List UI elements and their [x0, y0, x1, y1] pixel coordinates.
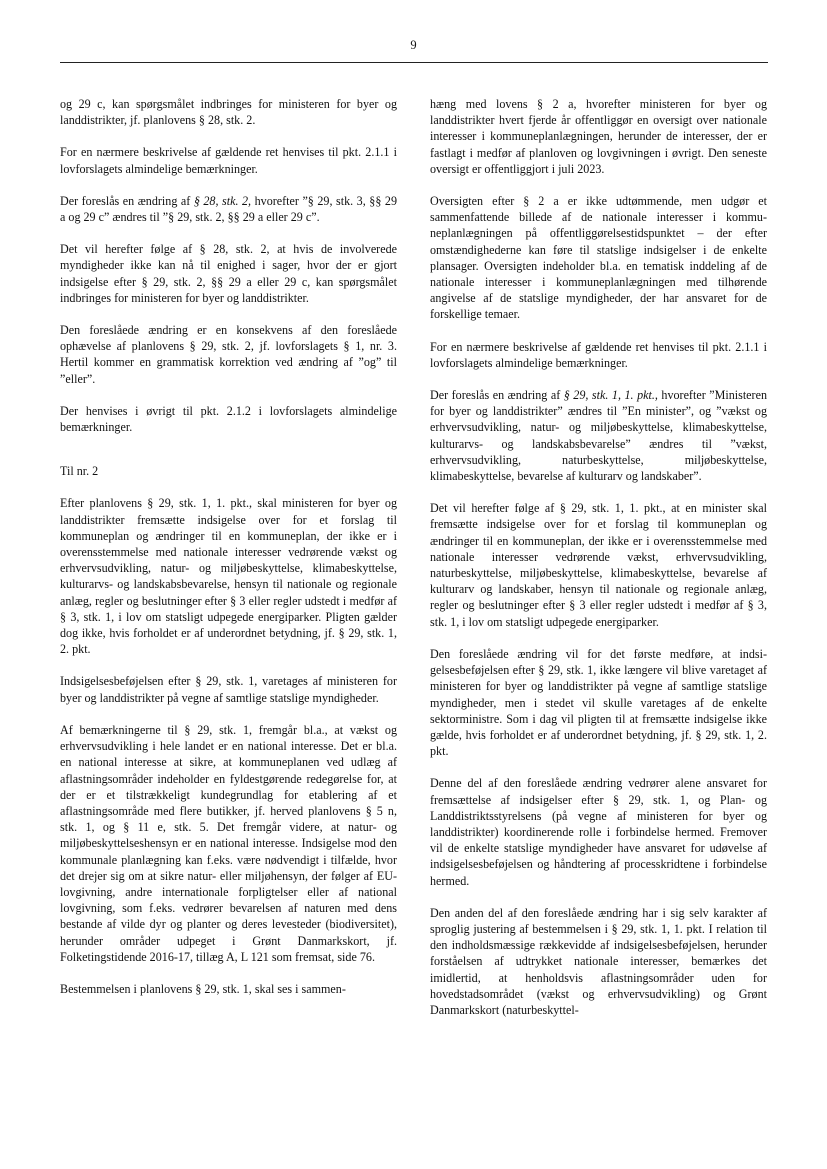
- left-column: [60, 96, 397, 997]
- paragraph: Det vil herefter følge af § 29, stk. 1, 1. pkt., at en minister skal fremsætte indsigelse over for et forslag til kommuneplan og ændringer til en kommuneplan, der ikke er i overensstemmelse med nationale interesser vedrørende vækst, erhvervsudvikling, naturbeskyttelse, miljøbeskyttelse, klimabeskyttelse, bevarelse af kulturarv og landskaber, hensyn til nationale og regionale anlæg, regler og beslutninger efter § 3 eller regler udstedt i medfør af § 3, stk. 1, i lov om statsligt udpegede energiparker.: [430, 501, 767, 629]
- paragraph-text: Der foreslås en ændring af: [430, 388, 564, 403]
- law-reference: § 28, stk. 2,: [193, 193, 252, 208]
- paragraph: Denne del af den foreslåede ændring vedrører alene ansvaret for fremsættelse af indsigelser efter § 29, stk. 1, og Plan- og Landdistriktsstyrelsens (på vegne af ministeren for byer og landdistrikter) koordinerende rolle i forbindelse hermed. Fremover vil de enkelte statslige myndigheder have ansvaret for udøvelse af indsigelsesbeføjelsen og håndtering af processkridtene i forbindelse hermed.: [430, 776, 767, 888]
- paragraph: For en nærmere beskrivelse af gældende ret henvises til pkt. 2.1.1 i lovforslagets almindelige bemærkninger.: [60, 145, 397, 176]
- page-number: 9: [410, 38, 417, 52]
- paragraph: Af bemærkningerne til § 29, stk. 1, fremgår bl.a., at vækst og erhvervsudvikling i hele landet er en national interesse. Det er bl.a. en national interesse at sikre, at kommuneplanen ved udlæg af aflastningsområder indeholder en fyldestgørende redegørelse for, at der er et tilstrækkeligt kundegrundlag for etablering af et aflastningsområde med flere butikker, jf. herved planlovens § 5 n, stk. 1, og § 11 e, stk. 5. Det fremgår videre, at natur- og miljøbeskyttelseshensyn er en national interesse. Indsigelse mod den kommunale planlægning kan f.eks. være nødvendigt i tilfælde, hvor det drejer sig om at sikre natur- eller miljøhensyn, der følger af EU-lovgivning, andre internationale forpligtelser eller af national lovgivning, som f.eks. vedrører bevarelsen af naturen med dens bestande af vilde dyr og planter og deres levesteder (biodiversitet), herunder områder udpeget i Grønt Danmarkskort, jf. Folketingstidende 2016-17, tillæg A, L 121 som fremsat, side 76.: [60, 722, 397, 964]
- paragraph-text: hvorefter ”§ 29, stk. 3, §§ 29 a og 29 c” ændres til ”§ 29, stk. 2, §§ 29 a eller 29 c”.: [60, 193, 397, 225]
- right-column: [430, 96, 767, 1018]
- paragraph: Efter planlovens § 29, stk. 1, 1. pkt., skal ministeren for byer og landdistrikter fremsætte indsigelse over for et forslag til kommuneplan og ændringer til en kommuneplan, der ikke er i overensstemmelse med nationale interesser vedrørende vækst og erhvervsudvikling, natur- og miljøbeskyttelse, klimabeskyttelse, kulturarvs- og landskabsbevarelse, hensyn til nationale og regionale anlæg, regler og beslutninger efter § 3 eller regler udstedt i medfør af § 3, stk. 1, i lov om statsligt udpegede energiparker. Pligten gælder dog ikke, hvis forholdet er af underordnet betydning, jf. § 29, stk. 1, 2. pkt.: [60, 496, 397, 657]
- paragraph: For en nærmere beskrivelse af gældende ret henvises til pkt. 2.1.1 i lovforslagets almindelige bemærkninger.: [430, 339, 767, 370]
- paragraph: Den foreslåede ændring er en konsekvens af den foreslåede ophævelse af planlovens § 29, stk. 2, jf. lovforslagets § 1, nr. 3. Hertil kommer en grammatisk korrektion ved ændring af ”og” til ”eller”.: [60, 323, 397, 386]
- header-rule: [60, 62, 768, 63]
- paragraph: [430, 387, 767, 484]
- section-heading: Til nr. 2: [60, 464, 99, 479]
- paragraph-text: hvorefter ”Ministeren for byer og landdistrikter” ændres til ”En minister”, og ”vækst og erhvervsudvikling, natur- og miljøbeskyttelse, klimabeskyttelse, kulturarvs- og landskabsbevarelse” ændres til ”vækst, erhvervsudvikling, naturbeskyttelse, miljøbeskyttelse, klimabeskyttelse, bevarelse af kulturarv og landskaber”.: [430, 388, 767, 484]
- paragraph: Oversigten efter § 2 a er ikke udtømmende, men udgør et sammenfattende billede af de nationale interesser i kommuneplanlægningen på offentliggørelsestidspunktet – der efter omstændighederne kan føre til statslige indsigelser i de enkelte plansager. Oversigten indeholder bl.a. en tematisk inddeling af de nationale interesser i kommuneplanlægningen med tilhørende angivelse af de statslige myndigheder, der har ansvaret for de forskellige temaer.: [430, 194, 767, 322]
- paragraph: hæng med lovens § 2 a, hvorefter ministeren for byer og landdistrikter hvert fjerde år offentliggør en oversigt over nationale interesser i kommuneplanlægningen, herunder de interesser, der er fastlagt i medfør af planloven og lovgivningen i øvrigt. Den seneste oversigt er offentliggjort i juli 2023.: [430, 97, 767, 176]
- paragraph: Bestemmelsen i planlovens § 29, stk. 1, skal ses i sammen-: [60, 981, 346, 996]
- paragraph: Indsigelsesbeføjelsen efter § 29, stk. 1, varetages af ministeren for byer og landdistrikter på vegne af samtlige statslige myndigheder.: [60, 674, 397, 705]
- paragraph: [60, 193, 397, 225]
- paragraph: Den foreslåede ændring vil for det første medføre, at indsigelsesbeføjelsen efter § 29, stk. 1, ikke længere vil blive varetaget af ministeren for byer og landdistrikter på vegne af samtlige statslige myndigheder, men i stedet vil skulle varetages af de enkelte sektorministre. Som i dag vil pligten til at fremsætte indsigelse ikke gælde, hvis forholdet er af underordnet betydning, jf. § 29, stk. 1, 2. pkt.: [430, 646, 767, 759]
- law-reference: § 29, stk. 1, 1. pkt.,: [563, 388, 658, 403]
- paragraph: Det vil herefter følge af § 28, stk. 2, at hvis de involverede myndigheder ikke kan nå til enighed i sager, hvor der er gjort indsigelse efter § 29, stk. 2, §§ 29 a eller 29 c, kan spørgsmålet indbringes for ministeren for byer og landdistrikter.: [60, 242, 397, 305]
- paragraph-text: Der foreslås en ændring af: [60, 193, 194, 208]
- paragraph: Den anden del af den foreslåede ændring har i sig selv karakter af sproglig justering af bestemmelsen i § 29, stk. 1, 1. pkt. I relation til den indholdsmæssige rækkevidde af indsigelsesbeføjelsen, herunder forståelsen af udtrykket nationale interesser, bemærkes det imidlertid, at henholdsvis aflastningsområder uden for hovedstadsområdet (vækst og erhvervsudvikling) og Grønt Danmarkskort (naturbeskyttel-: [430, 905, 767, 1017]
- paragraph: og 29 c, kan spørgsmålet indbringes for ministeren for byer og landdistrikter, jf. planlovens § 28, stk. 2.: [60, 97, 397, 128]
- paragraph: Der henvises i øvrigt til pkt. 2.1.2 i lovforslagets almindelige bemærkninger.: [60, 403, 397, 435]
